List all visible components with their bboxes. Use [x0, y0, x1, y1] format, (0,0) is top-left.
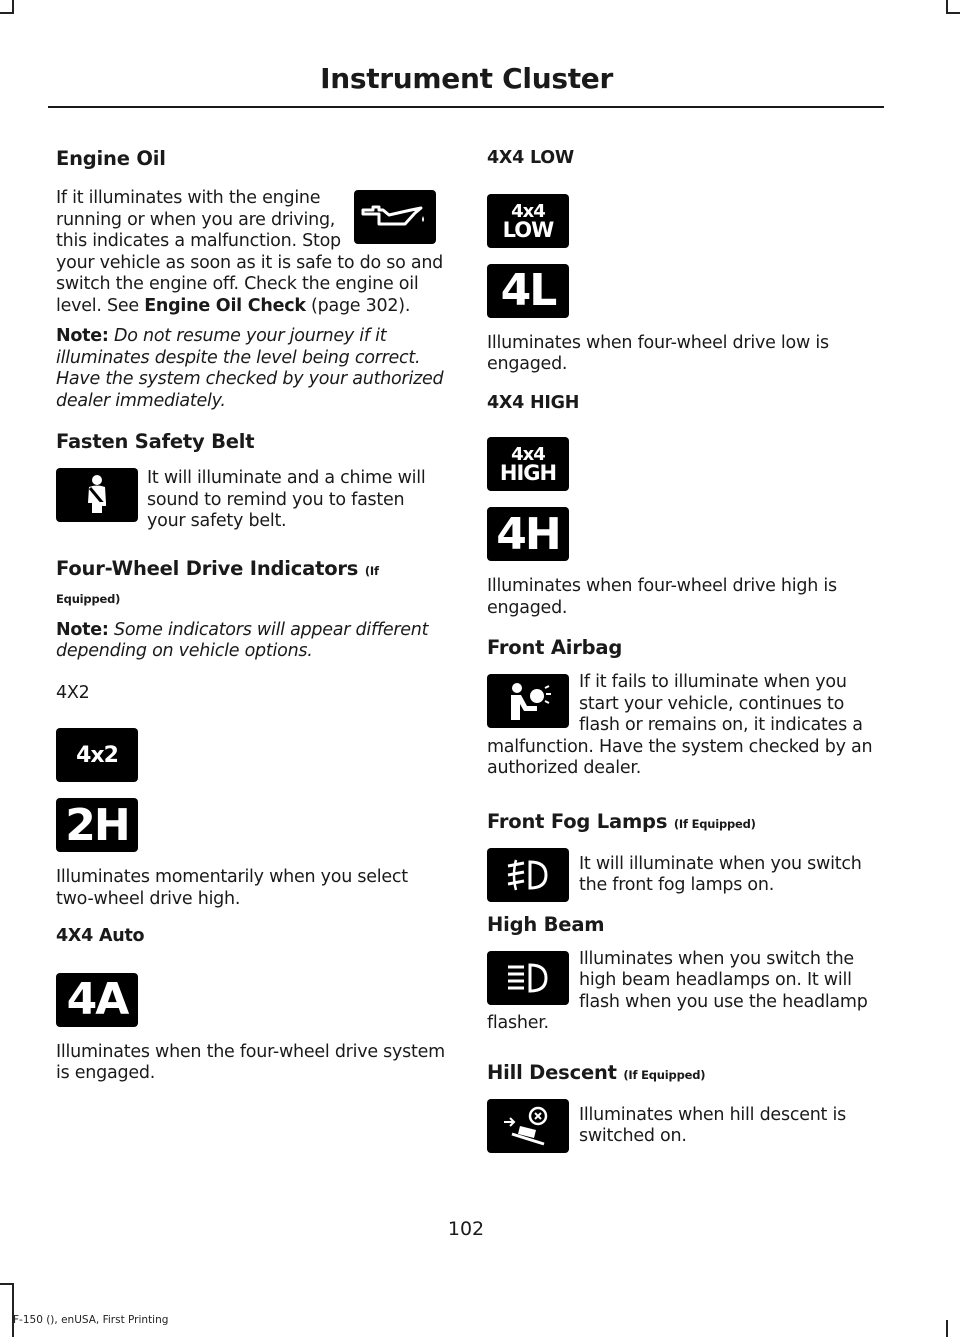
- right-column: [487, 140, 879, 1161]
- page-title: Instrument Cluster: [320, 62, 613, 95]
- engine-oil-text-pre: If it illuminates with the engine running or when you are driving, this indicates a malfunction. Stop your vehicle as soon as it is safe to do so and switch the engine off. Check the engine oil level. See: [56, 188, 444, 316]
- fwd-heading: [56, 556, 446, 612]
- fourx4auto-icon-label: 4A: [66, 974, 128, 1025]
- fog-heading: [487, 809, 879, 837]
- fourx2-body: Illuminates momentarily when you select two-wheel drive high.: [56, 867, 408, 909]
- fourx4high-icon2-label: 4H: [496, 508, 560, 560]
- note-label: Note:: [56, 619, 109, 640]
- highbeam-heading: High Beam: [487, 912, 605, 936]
- hill-heading: [487, 1060, 879, 1088]
- crop-mark: [946, 1320, 948, 1337]
- fourx4high-icon-l1: 4x4: [511, 444, 545, 465]
- note-label: Note:: [56, 326, 109, 346]
- fourx2-heading: 4X2: [56, 682, 90, 703]
- hill-descent-icon: [487, 1099, 569, 1153]
- crop-mark: [0, 12, 14, 14]
- crop-mark: [12, 1283, 14, 1337]
- fog-heading-text: Front Fog Lamps: [487, 809, 668, 833]
- crop-mark: [0, 1283, 14, 1285]
- fourx4high-body: Illuminates when four-wheel drive high is engaged.: [487, 576, 837, 618]
- fourx4low-icon-4l: [487, 264, 569, 318]
- fwd-heading-text: Four-Wheel Drive Indicators: [56, 556, 359, 580]
- fog-text: It will illuminate when you switch the front fog lamps on.: [579, 853, 862, 895]
- engine-oil-body: [56, 188, 446, 317]
- high-beam-icon: [487, 951, 569, 1005]
- fog-body: [487, 854, 879, 910]
- fwd-heading-suffix: (If Equipped): [56, 563, 379, 606]
- fourx2-icon-2h: [56, 798, 138, 852]
- footer-text: F-150 (), enUSA, First Printing: [13, 1314, 169, 1326]
- left-column: [56, 140, 446, 1085]
- seatbelt-icon: [56, 468, 138, 522]
- airbag-body: [487, 672, 879, 780]
- oil-can-icon: [354, 190, 436, 244]
- airbag-text: If it fails to illuminate when you start your vehicle, continues to flash or remains on, it indicates a malfunction. Have the system checked by an authorized dealer.: [487, 672, 873, 778]
- fourx4low-icon2-label: 4L: [500, 265, 556, 316]
- fourx4auto-icon: [56, 973, 138, 1027]
- fourx4low-icon: [487, 194, 569, 248]
- engine-oil-check-ref[interactable]: Engine Oil Check: [144, 295, 306, 316]
- fwd-note: [56, 620, 446, 663]
- hill-heading-text: Hill Descent: [487, 1060, 617, 1084]
- highbeam-body: [487, 949, 879, 1035]
- crop-mark: [946, 12, 960, 14]
- fourx4high-icon: [487, 437, 569, 491]
- engine-oil-heading: Engine Oil: [56, 147, 166, 170]
- fourx2-icon-4x2: [56, 728, 138, 782]
- fourx4high-icon-4h: [487, 507, 569, 561]
- airbag-icon-wrap: [487, 674, 569, 728]
- fog-heading-suffix: (If Equipped): [673, 816, 756, 831]
- fog-lamp-icon: [487, 848, 569, 902]
- engine-oil-section: [56, 188, 446, 317]
- highbeam-text: Illuminates when you switch the high beam headlamps on. It will flash when you use the headlamp flasher.: [487, 948, 868, 1033]
- fourx4low-icon-l1: 4x4: [511, 200, 545, 222]
- fourx4auto-heading: 4X4 Auto: [56, 926, 145, 946]
- fourx4low-body: Illuminates when four-wheel drive low is engaged.: [487, 332, 829, 374]
- safety-belt-section: [56, 468, 446, 533]
- hill-heading-suffix: (If Equipped): [623, 1067, 706, 1082]
- header-rule: [48, 106, 884, 108]
- fourx4low-heading: 4X4 LOW: [487, 148, 574, 168]
- note-text: Do not resume your journey if it illuminates despite the level being correct. Have the system checked by your authorized dealer immediately.: [56, 326, 444, 411]
- fourx4high-icon-l2: HIGH: [499, 461, 557, 485]
- fourx4auto-body: Illuminates when the four-wheel drive system is engaged.: [56, 1041, 445, 1083]
- hill-body: [487, 1105, 879, 1161]
- fourx4low-icon-l2: LOW: [502, 217, 554, 242]
- highbeam-icon-wrap: [487, 951, 569, 1005]
- page-number: 102: [447, 1218, 485, 1240]
- note-text: Some indicators will appear different depending on vehicle options.: [56, 619, 429, 661]
- engine-oil-note: [56, 326, 446, 412]
- safety-belt-text: It will illuminate and a chime will sound to remind you to fasten your safety belt.: [147, 468, 426, 531]
- safety-belt-body: [56, 468, 446, 533]
- engine-oil-text-post: (page 302).: [305, 295, 411, 316]
- airbag-icon: [487, 674, 569, 728]
- fourx2-icon2-label: 2H: [65, 799, 129, 851]
- fourx4high-heading: 4X4 HIGH: [487, 392, 580, 413]
- hill-text: Illuminates when hill descent is switched on.: [579, 1104, 846, 1146]
- safety-belt-heading: Fasten Safety Belt: [56, 430, 255, 453]
- airbag-heading: Front Airbag: [487, 636, 623, 659]
- engine-oil-warning-icon-wrap: [354, 190, 436, 244]
- fourx2-icon-label: 4x2: [76, 742, 118, 768]
